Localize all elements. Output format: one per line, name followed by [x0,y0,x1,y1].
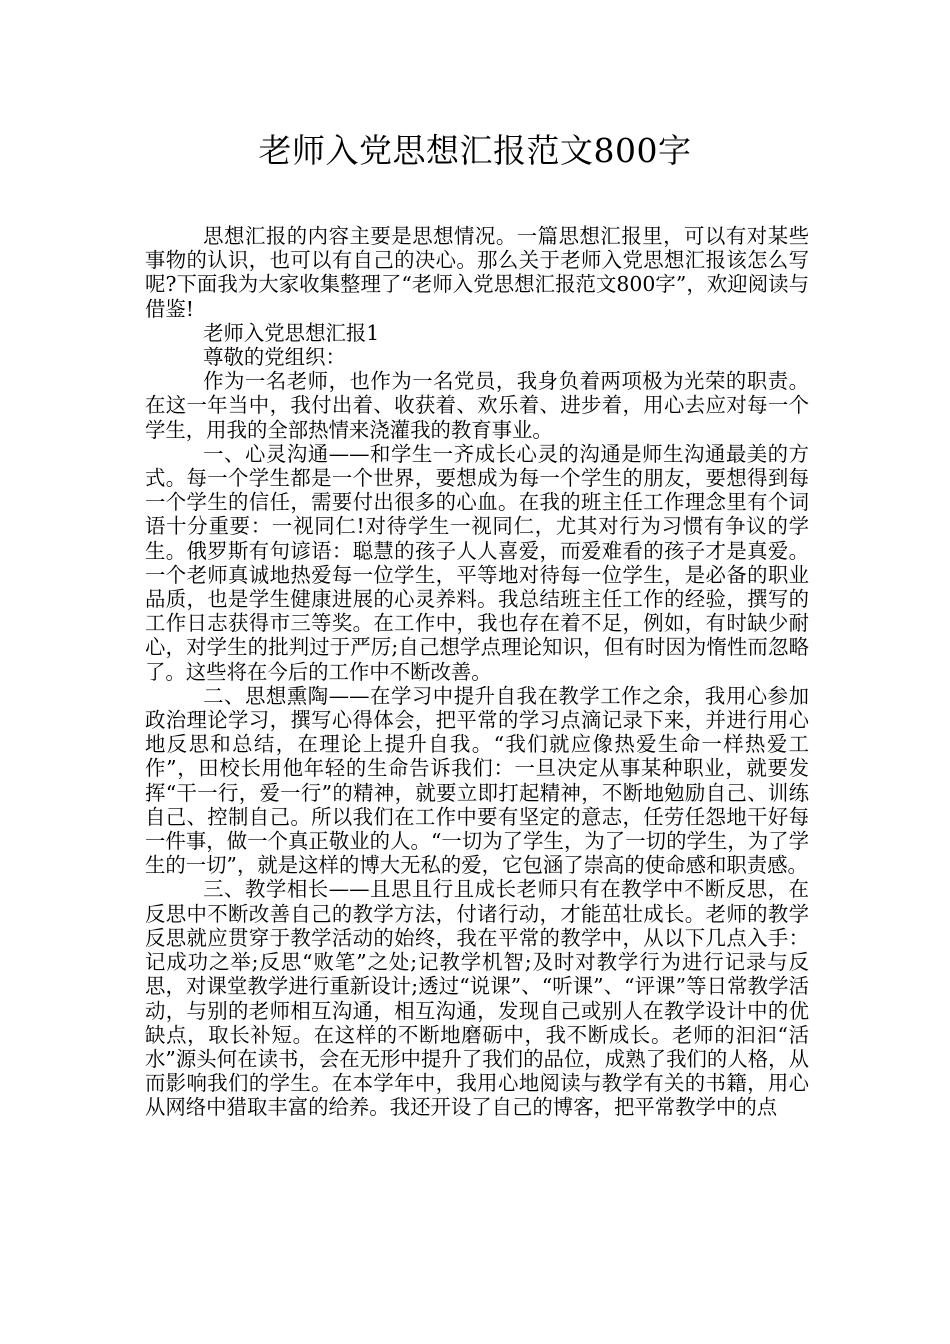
salutation: 尊敬的党组织： [203,345,346,370]
section-heading: 老师入党思想汇报1 [203,320,380,345]
document-title: 老师入党思想汇报范文800字 [258,131,692,170]
body-paragraph: 三、教学相长——且思且行且成长老师只有在教学中不断反思，在反思中不断改善自己的教学方法，付诸行动，才能茁壮成长。老师的教学反思就应贯穿于教学活动的始终，我在平常的教学中，从以下几点入手：记成功之举;反思“败笔”之处;记教学机智;及时对教学行为进行记录与反思，对课堂教学进行重新设计;透过“说课”、“听课”、“评课”等日常教学活动，与别的老师相互沟通，相互沟通，发现自己或别人在教学设计中的优缺点，取长补短。在这样的不断地磨砺中，我不断成长。老师的汩汩“活水”源头何在读书，会在无形中提升了我们的品位，成熟了我们的人格，从而影响我们的学生。在本学年中，我用心地阅读与教学有关的书籍，用心从网络中猎取丰富的给养。我还开设了自己的博客，把平常教学中的点 [145,877,809,1120]
body-paragraph: 二、思想熏陶——在学习中提升自我在教学工作之余，我用心参加政治理论学习，撰写心得体会，把平常的学习点滴记录下来，并进行用心地反思和总结，在理论上提升自我。“我们就应像热爱生命一样热爱工作”，田校长用他年轻的生命告诉我们：一旦决定从事某种职业，就要发挥“干一行，爱一行”的精神，就要立即打起精神，不断地勉励自己、训练自己、控制自己。所以我们在工作中要有坚定的意志，任劳任怨地干好每一件事，做一个真正敬业的人。“一切为了学生，为了一切的学生，为了学生的一切”，就是这样的博大无私的爱，它包涵了崇高的使命感和职责感。 [145,683,809,878]
intro-paragraph: 思想汇报的内容主要是思想情况。一篇思想汇报里，可以有对某些事物的认识，也可以有自己的决心。那么关于老师入党思想汇报该怎么写呢?下面我为大家收集整理了“老师入党思想汇报范文800字”，欢迎阅读与借鉴! [145,224,809,321]
body-paragraph: 一、心灵沟通——和学生一齐成长心灵的沟通是师生沟通最美的方式。每一个学生都是一个世界，要想成为每一个学生的朋友，要想得到每一个学生的信任，需要付出很多的心血。在我的班主任工作理念里有个词语十分重要：一视同仁!对待学生一视同仁，尤其对行为习惯有争议的学生。俄罗斯有句谚语：聪慧的孩子人人喜爱，而爱难看的孩子才是真爱。一个老师真诚地热爱每一位学生，平等地对待每一位学生，是必备的职业品质，也是学生健康进展的心灵养料。我总结班主任工作的经验，撰写的工作日志获得市三等奖。在工作中，我也存在着不足，例如，有时缺少耐心，对学生的批判过于严厉;自己想学点理论知识，但有时因为惰性而忽略了。这些将在今后的工作中不断改善。 [145,441,809,684]
document-body [145,224,809,1120]
body-paragraph: 作为一名老师，也作为一名党员，我身负着两项极为光荣的职责。在这一年当中，我付出着、收获着、欢乐着、进步着，用心去应对每一个学生，用我的全部热情来浇灌我的教育事业。 [145,369,809,442]
